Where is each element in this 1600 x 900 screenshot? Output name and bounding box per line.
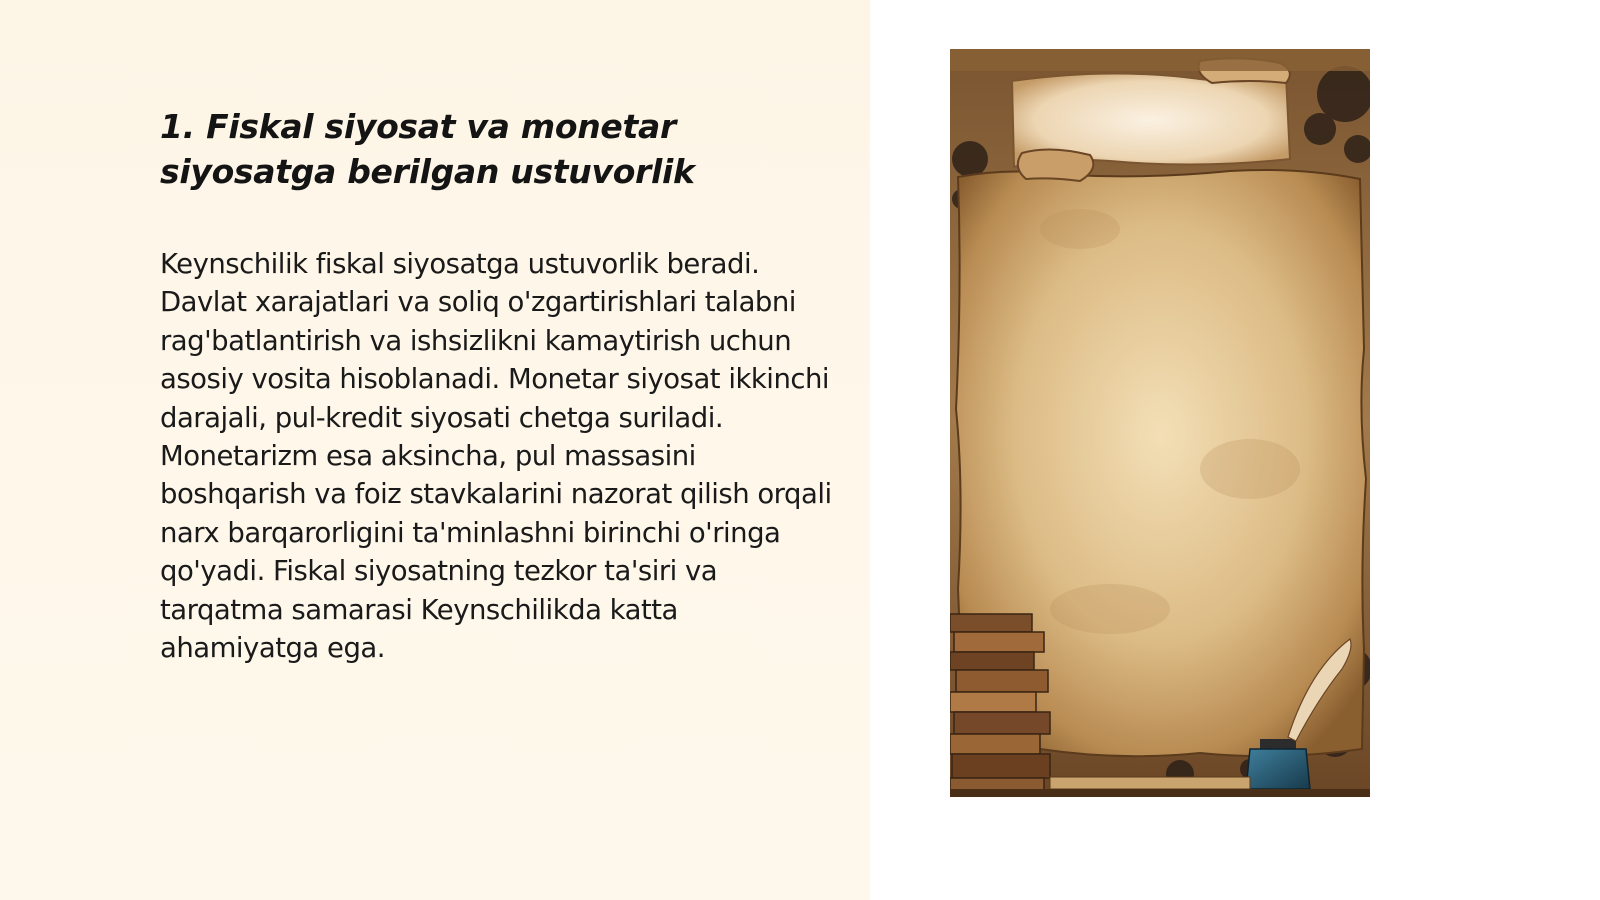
- parchment-image: [950, 49, 1370, 797]
- parchment-illustration: [950, 49, 1370, 797]
- slide-body-text: Keynschilik fiskal siyosatga ustuvorlik beradi. Davlat xarajatlari va soliq o'zgartirishlari talabni rag'batlantirish va ishsizlikni kamaytirish uchun asosiy vosita hisoblanadi. Monetar siyosat ikkinchi darajali, pul-kredit siyosati chetga suriladi. Monetarizm esa aksincha, pul massasini boshqarish va foiz stavkalarini nazorat qilish orqali narx barqarorligini ta'minlashni birinchi o'ringa qo'yadi. Fiskal siyosatning tezkor ta'siri va tarqatma samarasi Keynschilikda katta ahamiyatga ega.: [160, 248, 832, 665]
- slide-title: 1. Fiskal siyosat va monetar siyosatga berilgan ustuvorlik: [160, 107, 695, 191]
